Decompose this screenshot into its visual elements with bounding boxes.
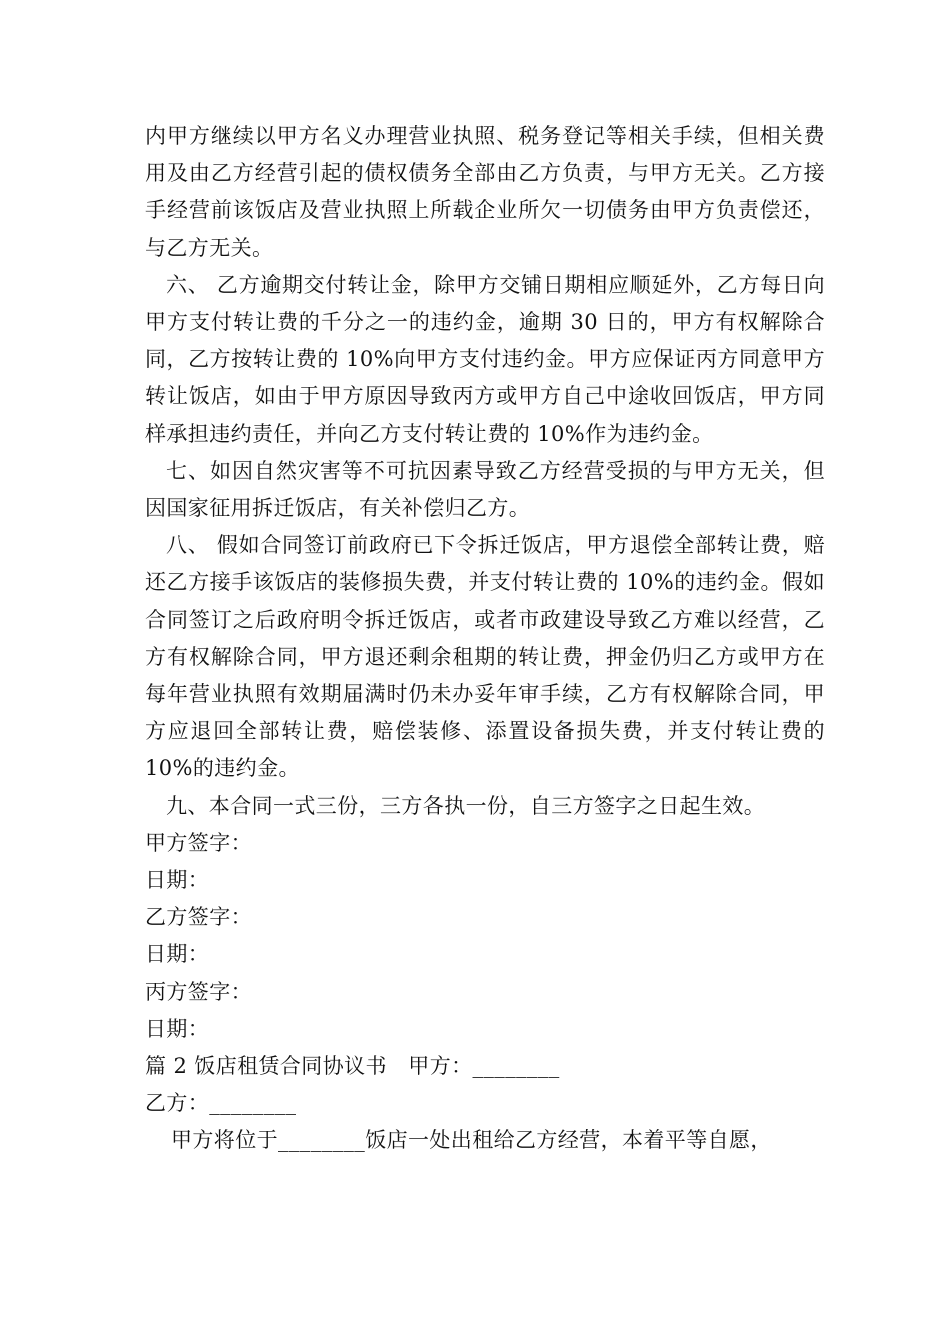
paragraph-continuation: 内甲方继续以甲方名义办理营业执照、税务登记等相关手续，但相关费用及由乙方经营引起的债权债务全部由乙方负责，与甲方无关。乙方接手经营前该饭店及营业执照上所载企业所欠一切债务由甲方负责偿还，与乙方无关。 — [145, 124, 825, 260]
party-a-date: 日期： — [145, 868, 210, 893]
clause-seven: 七、如因自然灾害等不可抗因素导致乙方经营受损的与甲方无关，但因国家征用拆迁饭店，有关补偿归乙方。 — [145, 458, 825, 521]
section-2-intro: 甲方将位于________饭店一处出租给乙方经营，本着平等自愿， — [171, 1128, 772, 1153]
clause-six: 六、 乙方逾期交付转让金，除甲方交铺日期相应顺延外，乙方每日向甲方支付转让费的千分之一的违约金，逾期 30 日的，甲方有权解除合同，乙方按转让费的 10%向甲方支付违约金。甲方应保证丙方同意甲方转让饭店，如由于甲方原因导致丙方或甲方自己中途收回饭店，甲方同样承担违约责任，并向乙方支付转让费的 10%作为违约金。 — [145, 272, 825, 446]
section-2-heading: 篇 2 饭店租赁合同协议书 甲方：________ — [145, 1054, 560, 1079]
party-b-signature: 乙方签字： — [145, 905, 252, 930]
party-c-date: 日期： — [145, 1016, 210, 1041]
party-c-signature: 丙方签字： — [145, 979, 252, 1004]
document-body — [145, 118, 825, 1160]
party-b-date: 日期： — [145, 942, 210, 967]
clause-nine: 九、本合同一式三份，三方各执一份，自三方签字之日起生效。 — [166, 793, 766, 818]
party-a-signature: 甲方签字： — [145, 830, 252, 855]
section-2-party-b: 乙方：________ — [145, 1091, 297, 1116]
clause-eight: 八、 假如合同签订前政府已下令拆迁饭店，甲方退偿全部转让费，赔还乙方接手该饭店的装修损失费，并支付转让费的 10%的违约金。假如合同签订之后政府明令拆迁饭店，或者市政建设导致乙方难以经营，乙方有权解除合同，甲方退还剩余租期的转让费，押金仍归乙方或甲方在每年营业执照有效期届满时仍未办妥年审手续，乙方有权解除合同，甲方应退回全部转让费，赔偿装修、添置设备损失费，并支付转让费的 10%的违约金。 — [145, 533, 825, 781]
